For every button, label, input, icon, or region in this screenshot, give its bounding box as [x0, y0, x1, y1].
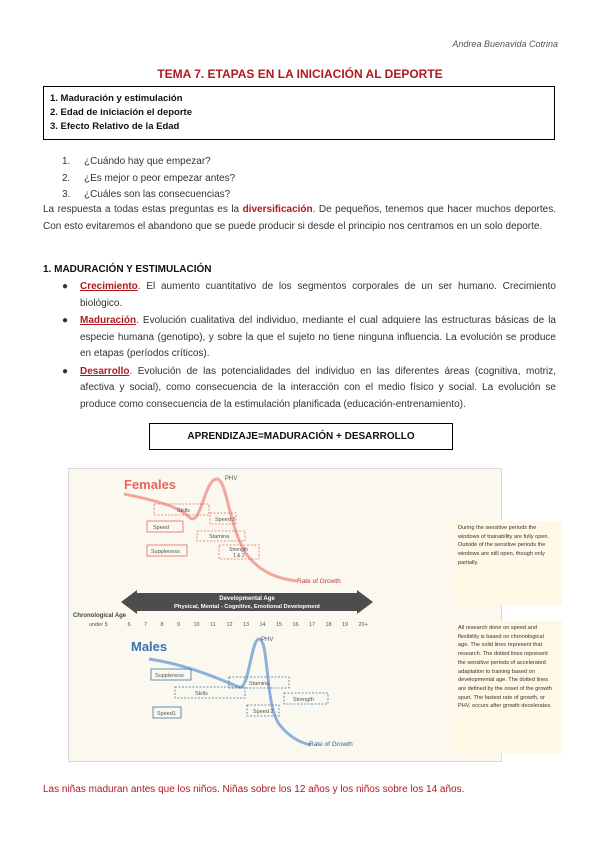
keyword-diversificacion: diversificación	[242, 204, 313, 215]
age-tick-label: 17	[309, 622, 316, 628]
male-skills-box	[175, 687, 245, 698]
age-axis	[89, 622, 368, 628]
definition-item: ● Desarrollo. Evolución de las potencialidades del individuo en las diferentes áreas (cognitiva, motriz, afectiva y social), como consecuencia de la interacción con el medio físico y social. La evolución se produce como consecuencia de la estimulación planificada (educación-entrenamiento).	[62, 365, 556, 410]
formula-box: APRENDIZAJE=MADURACIÓN + DESARROLLO	[149, 423, 453, 450]
males-label: Males	[131, 639, 168, 654]
svg-text:Strength: Strength	[229, 547, 248, 553]
female-phv-label: PHV	[225, 476, 238, 482]
svg-text:Skills: Skills	[177, 508, 190, 514]
index-item: 3. Efecto Relativo de la Edad	[50, 121, 180, 132]
svg-text:Speed: Speed	[153, 525, 169, 531]
definition-list	[62, 279, 556, 414]
age-tick-label: under 5	[89, 622, 108, 628]
page-title: TEMA 7. ETAPAS EN LA INICIACIÓN AL DEPORTE	[157, 67, 443, 81]
svg-text:Speed 2: Speed 2	[253, 709, 274, 715]
male-rate-label: Rate of Growth	[309, 741, 353, 748]
female-growth-curve	[124, 479, 297, 581]
question-item: 2. ¿Es mejor o peor empezar antes?	[62, 172, 236, 184]
index-box	[43, 86, 555, 140]
svg-text:Suppleness: Suppleness	[155, 673, 184, 679]
index-item: 2. Edad de iniciación el deporte	[50, 107, 193, 118]
question-item: 3. ¿Cuáles son las consecuencias?	[62, 189, 231, 200]
age-tick-label: 12	[226, 622, 233, 628]
age-tick-label: 10	[193, 622, 200, 628]
age-tick-label: 14	[259, 622, 266, 628]
svg-text:Skills: Skills	[195, 691, 208, 697]
question-list	[62, 154, 235, 204]
age-tick-label: 11	[210, 622, 216, 628]
dev-age-subtitle: Physical, Mental - Cognitive, Emotional Development	[174, 604, 320, 610]
svg-text:Speed1: Speed1	[157, 711, 176, 717]
figure-note-1: During the sensitive periods the windows of trainability are fully open. Outside of the sensitive periods the windows are still open, though only partially.	[452, 521, 562, 605]
dev-age-title: Developmental Age	[219, 596, 275, 602]
male-phv-label: PHV	[261, 637, 274, 643]
svg-text:Suppleness: Suppleness	[151, 549, 180, 555]
svg-text:Stamina: Stamina	[249, 681, 270, 687]
age-tick-label: 20+	[358, 622, 368, 628]
age-tick-label: 9	[177, 622, 181, 628]
figure-note-2: All research done on speed and flexibility is based on chronological age. The solid lines represent that research. The dotted lines represent the sensitive periods of accelerated adaptation to training based on developmental age. The dotted lines are defined by the onset of the growth spurt. The fastest rate of growth, or PHV, occurs after growth decelerates.	[452, 621, 562, 753]
svg-text:Stamina: Stamina	[209, 534, 230, 540]
svg-text:Speed 2: Speed 2	[215, 517, 236, 523]
index-item: 1. Maduración y estimulación	[50, 93, 183, 104]
male-growth-curve	[149, 639, 311, 745]
intro-paragraph: La respuesta a todas estas preguntas es la diversificación. De pequeños, tenemos que hacer muchos deportes. Con esto evitaremos el abandono que se puede producir si desde el principio nos centramos en un solo deporte.	[43, 204, 557, 232]
section-heading: 1. MADURACIÓN Y ESTIMULACIÓN	[43, 264, 212, 275]
svg-text:Strength: Strength	[293, 697, 314, 703]
age-tick-label: 7	[144, 622, 148, 628]
svg-text:1 & 2: 1 & 2	[233, 553, 245, 559]
definition-item: ● Maduración. Evolución cualitativa del individuo, mediante el cual adquiere las estructuras básicas de la especie humana (genotipo), y sobre la que el sujeto no tiene ninguna influencia. La evolución se produce en etapas (períodos críticos).	[62, 315, 556, 359]
conclusion-note: Las niñas maduran antes que los niños. Niñas sobre los 12 años y los niños sobre los 14 años.	[43, 784, 465, 795]
age-tick-label: 18	[325, 622, 332, 628]
question-item: 1. ¿Cuándo hay que empezar?	[62, 156, 211, 167]
female-rate-label: Rate of Growth	[297, 578, 341, 585]
age-tick-label: 6	[127, 622, 131, 628]
definition-item: ● Crecimiento. El aumento cuantitativo de los segmentos corporales de un ser humano. Crecimiento biológico.	[62, 281, 556, 309]
females-label: Females	[124, 477, 177, 492]
age-tick-label: 13	[243, 622, 250, 628]
age-tick-label: 19	[342, 622, 349, 628]
age-tick-label: 8	[160, 622, 164, 628]
age-tick-label: 16	[292, 622, 299, 628]
author-name: Andrea Buenavida Cotrina	[452, 39, 558, 49]
developmental-age-arrow	[121, 590, 373, 614]
chronological-age-label: Chronological Age	[73, 613, 127, 619]
development-diagram	[69, 469, 501, 761]
age-tick-label: 15	[276, 622, 283, 628]
development-figure	[68, 468, 552, 762]
